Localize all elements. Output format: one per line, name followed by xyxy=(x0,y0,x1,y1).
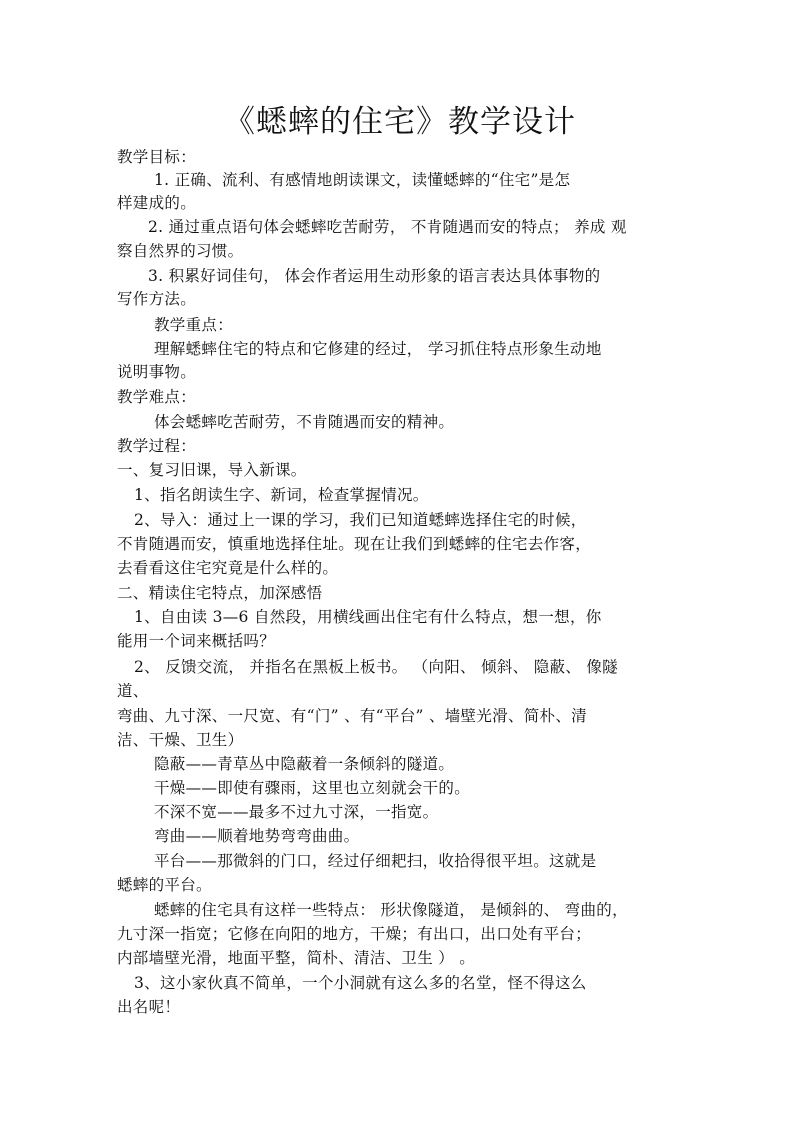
text-line: 1. 正确、流利、有感情地朗读课文，读懂蟋蟀的“住宅”是怎 xyxy=(154,171,571,189)
text-line: 二、精读住宅特点，加深感悟 xyxy=(117,584,323,602)
text-line: 理解蟋蟀住宅的特点和它修建的经过， 学习抓住特点形象生动地 xyxy=(154,340,602,358)
text-line: 3. 积累好词佳句， 体会作者运用生动形象的语言表达具体事物的 xyxy=(148,267,601,285)
text-line: 干燥——即使有骤雨，这里也立刻就会干的。 xyxy=(154,779,471,797)
text-line: 体会蟋蟀吃苦耐劳，不肯随遇而安的精神。 xyxy=(154,413,455,431)
text-line: 平台——那微斜的门口，经过仔细耙扫，收拾得很平坦。这就是 xyxy=(154,852,597,870)
text-line: 样建成的。 xyxy=(117,194,197,212)
text-line: 2、 反馈交流， 并指名在黑板上板书。 （向阳、 倾斜、 隐蔽、 像隧 xyxy=(134,658,618,676)
text-line: 写作方法。 xyxy=(117,290,197,308)
text-line: 教学重点： xyxy=(154,316,234,334)
text-line: 内部墙壁光滑，地面平整，简朴、清洁、卫生 ） 。 xyxy=(117,949,476,967)
text-line: 弯曲、九寸深、一尺宽、有“门” 、有“平台” 、墙壁光滑、简朴、清 xyxy=(117,707,587,725)
text-line: 弯曲——顺着地势弯弯曲曲。 xyxy=(154,827,360,845)
text-line: 蟋蟀的住宅具有这样一些特点： 形状像隧道， 是倾斜的、 弯曲的， xyxy=(154,901,628,919)
text-line: 说明事物。 xyxy=(117,363,197,381)
document-title: 《蟋蟀的住宅》教学设计 xyxy=(224,104,576,140)
text-line: 1、自由读 3—6 自然段，用横线画出住宅有什么特点，想一想，你 xyxy=(134,608,602,626)
text-line: 隐蔽——青草丛中隐蔽着一条倾斜的隧道。 xyxy=(154,755,455,773)
text-line: 教学难点： xyxy=(117,388,197,406)
text-line: 道、 xyxy=(117,682,149,700)
text-line: 蟋蟀的平台。 xyxy=(117,876,212,894)
text-line: 2、导入：通过上一课的学习，我们已知道蟋蟀选择住宅的时候， xyxy=(134,511,587,529)
text-line: 去看看这住宅究竟是什么样的。 xyxy=(117,559,339,577)
text-line: 不肯随遇而安，慎重地选择住址。现在让我们到蟋蟀的住宅去作客， xyxy=(117,535,592,553)
text-line: 一、复习旧课，导入新课。 xyxy=(117,461,307,479)
text-line: 2. 通过重点语句体会蟋蟀吃苦耐劳， 不肯随遇而安的特点； 养成 观 xyxy=(148,218,627,236)
text-line: 洁、干燥、卫生） xyxy=(117,731,244,749)
text-line: 1、指名朗读生字、新词，检查掌握情况。 xyxy=(134,486,429,504)
text-line: 3、这小家伙真不简单，一个小洞就有这么多的名堂，怪不得这么 xyxy=(134,974,587,992)
text-line: 不深不宽——最多不过九寸深，一指宽。 xyxy=(154,803,439,821)
text-line: 教学目标： xyxy=(117,148,197,166)
text-line: 九寸深一指宽；它修在向阳的地方，干燥；有出口，出口处有平台； xyxy=(117,925,592,943)
text-line: 察自然界的习惯。 xyxy=(117,242,244,260)
text-line: 教学过程： xyxy=(117,437,197,455)
text-line: 能用一个词来概括吗？ xyxy=(117,632,276,650)
text-line: 出名呢！ xyxy=(117,998,181,1016)
